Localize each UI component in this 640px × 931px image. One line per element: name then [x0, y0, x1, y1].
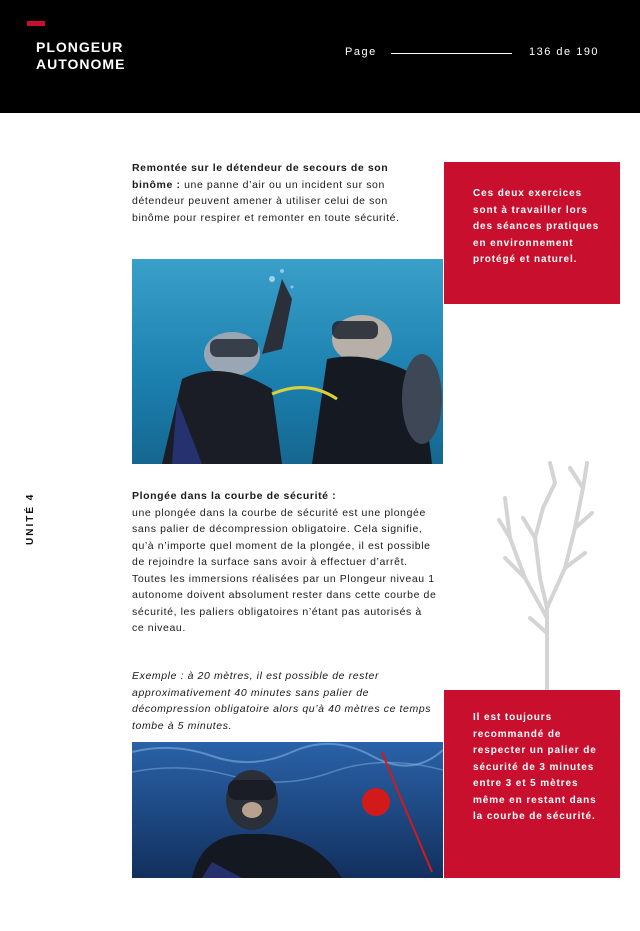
page-header: [0, 0, 640, 113]
section-safety-curve-body: une plongée dans la courbe de sécurité est une plongée sans palier de décompression obligatoire. Cela signifie, qu’à n’importe quel moment de la plongée, il est possible de rejoindre la surface sans avoir à effectuer d’arrêt. Toutes les immersions réalisées par un Plongeur niveau 1 autonome doivent absolument rester dans cette courbe de sécurité, les paliers obligatoires n’étant pas autorisés à ce niveau.: [132, 506, 437, 634]
diver-safety-stop-image: [132, 742, 443, 878]
coral-icon: [495, 458, 595, 690]
page-label: Page: [345, 46, 377, 58]
callout-exercises-text: Ces deux exercices sont à travailler lors des séances pratiques en environnement protégé et naturel.: [473, 188, 600, 265]
section-air-sharing-body: une panne d’air ou un incident sur son détendeur peuvent amener à utiliser celui de son binôme pour respirer et remonter en toute sécurité.: [132, 178, 400, 224]
section-safety-curve-title: Plongée dans la courbe de sécurité :: [132, 490, 337, 502]
callout-exercises: [444, 162, 620, 304]
page-number: 136 de 190: [529, 46, 600, 58]
section-safety-curve: [132, 488, 437, 637]
brand-title: [36, 39, 125, 73]
callout-safety-stop-text: Il est toujours recommandé de respecter un palier de sécurité de 3 minutes entre 3 et 5 mètres même en restant dans la courbe de sécurité.: [473, 712, 597, 822]
header-accent-bar: [27, 21, 45, 26]
section-air-sharing: [132, 160, 428, 226]
divers-sharing-air-image: [132, 259, 443, 464]
callout-safety-stop: [444, 690, 620, 878]
brand-line-2: AUTONOME: [36, 56, 126, 72]
photo-diver-safety-stop: [132, 742, 443, 878]
section-safety-curve-example: Exemple : à 20 mètres, il est possible de rester approximativement 40 minutes sans palier de décompression obligatoire alors qu’à 40 mètres ce temps tombe à 5 minutes.: [132, 670, 432, 732]
section-air-sharing-title: Remontée sur le détendeur de secours de son binôme :: [132, 162, 389, 191]
unit-label: UNITÉ 4: [25, 492, 36, 545]
brand-line-1: PLONGEUR: [36, 39, 124, 55]
page-divider-line: [391, 53, 512, 54]
photo-divers-sharing-air: [132, 259, 443, 464]
